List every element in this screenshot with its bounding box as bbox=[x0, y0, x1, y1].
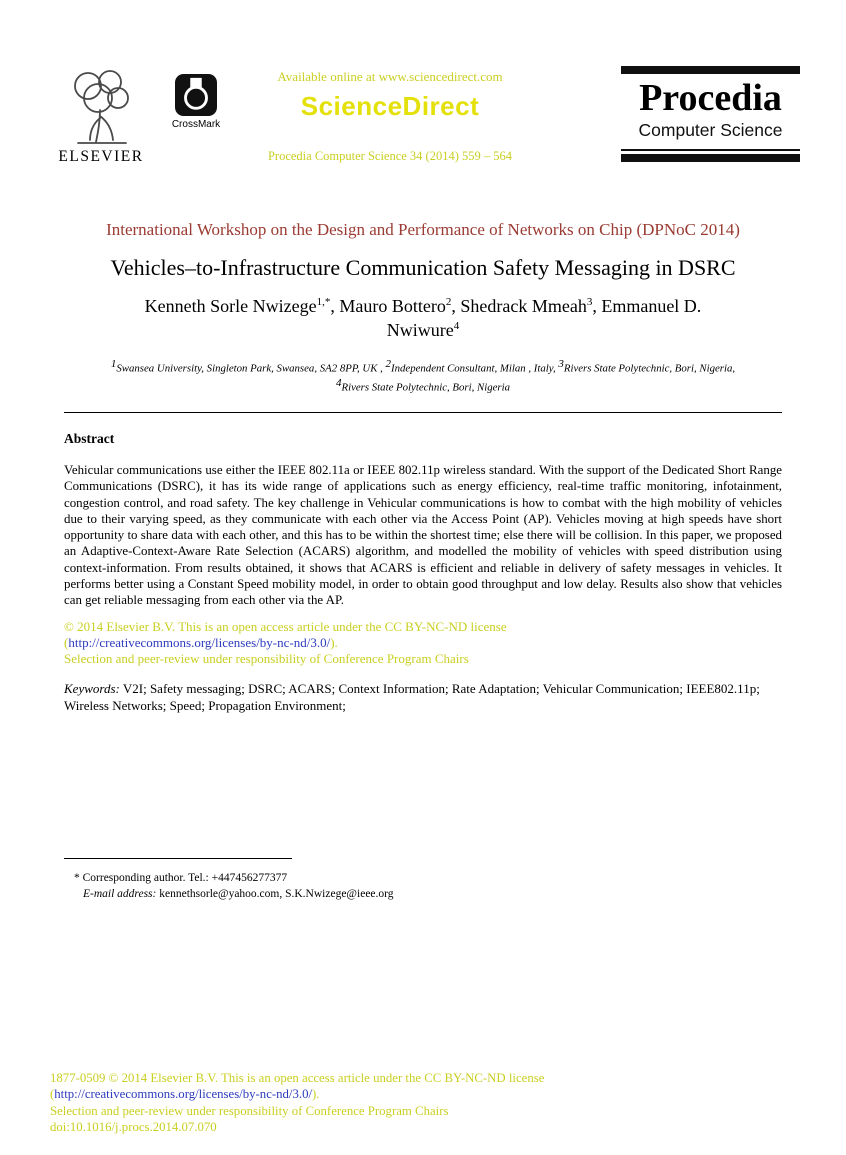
footer-selection-line: Selection and peer-review under responsibility of Conference Program Chairs bbox=[50, 1103, 449, 1118]
abstract-heading: Abstract bbox=[64, 431, 115, 446]
license-url-line bbox=[64, 635, 782, 651]
email-note bbox=[64, 888, 584, 900]
paper-title: Vehicles–to-Infrastructure Communication Safety Messaging in DSRC bbox=[110, 255, 736, 280]
author-sup: 4 bbox=[453, 320, 460, 333]
license-url-suffix: ). bbox=[330, 635, 338, 651]
license-selection-line: Selection and peer-review under responsibility of Conference Program Chairs bbox=[64, 650, 469, 666]
author-name: , Emmanuel D. Nwiwure bbox=[386, 296, 702, 341]
affiliation-line-1 bbox=[64, 357, 782, 377]
procedia-bottom-bar bbox=[621, 154, 800, 162]
keywords-text: V2I; Safety messaging; DSRC; ACARS; Context Information; Rate Adaptation; Vehicular Communication; IEEE802.11p; Wireless Networks; Speed; Propagation Environment; bbox=[64, 680, 760, 714]
email-addresses: kennethsorle@yahoo.com, S.K.Nwizege@ieee.org bbox=[156, 888, 394, 900]
author bbox=[145, 296, 331, 316]
license-block bbox=[64, 619, 782, 667]
affiliation-text: Rivers State Polytechnic, Bori, Nigeria, bbox=[563, 362, 736, 375]
affiliations bbox=[64, 357, 782, 396]
abstract-text: Vehicular communications use either the IEEE 802.11a or IEEE 802.11p wireless standard. With the support of the Dedicated Short Range Communications (DSRC), it has its wide range of applications such as energy efficiency, real-time traffic monitoring, infotainment, congestion control, and road safety. The key challenge in Vehicular communications is how to combat with the high mobility of vehicles due to their varying speed, as they communicate with each other via the Access Point (AP). Vehicles moving at high speeds have short opportunity to share data with each other, and this has to be within the shortest time; else there will be collision. In this paper, we proposed an Adaptive-Context-Aware Rate Selection (ACARS) algorithm, and modelled the mobility of vehicles with speed distribution using context-information. From results obtained, it shows that ACARS is efficient and reliable in delivery of safety messages in vehicles. It performs better using a Constant Speed mobility model, in order to obtain good throughput and low delay. Results also show that vehicles can get reliable messaging from each other via the AP. bbox=[64, 463, 782, 607]
affiliation-sup: 4 bbox=[335, 377, 342, 390]
header-divider-rule bbox=[64, 412, 782, 413]
procedia-title: Procedia bbox=[639, 77, 782, 119]
workshop-title: International Workshop on the Design and Performance of Networks on Chip (DPNoC 2014) bbox=[106, 220, 740, 239]
affiliation-text: Swansea University, Singleton Park, Swansea, SA2 8PP, UK , bbox=[116, 362, 386, 375]
author-sup: 2 bbox=[445, 296, 452, 308]
procedia-bottom-thin-bar bbox=[621, 149, 800, 151]
author bbox=[330, 296, 451, 316]
crossmark-icon bbox=[175, 74, 217, 116]
page-footer bbox=[50, 1070, 770, 1135]
article-content bbox=[64, 220, 782, 715]
author-sup: 3 bbox=[586, 296, 593, 308]
keywords-label: Keywords: bbox=[64, 680, 120, 696]
author-sup: 1,* bbox=[316, 296, 331, 308]
license-url-prefix: ( bbox=[64, 635, 69, 651]
keywords-line bbox=[64, 680, 782, 715]
authors-line bbox=[118, 294, 728, 343]
corresponding-author-note: * Corresponding author. Tel.: +447456277377 bbox=[74, 872, 288, 884]
footer-issn-line: 1877-0509 © 2014 Elsevier B.V. This is an open access article under the CC BY-NC-ND license bbox=[50, 1071, 545, 1085]
affiliation-text: Independent Consultant, Milan , Italy, bbox=[391, 362, 559, 375]
elsevier-logo bbox=[55, 66, 147, 166]
header-center bbox=[228, 66, 552, 164]
footnote-block bbox=[64, 858, 584, 900]
procedia-cover-box bbox=[621, 66, 800, 162]
crossmark-badge[interactable] bbox=[168, 74, 224, 130]
footer-doi: doi:10.1016/j.procs.2014.07.070 bbox=[50, 1119, 217, 1134]
affiliation-sup: 1 bbox=[110, 357, 117, 370]
procedia-subtitle: Computer Science bbox=[638, 119, 783, 140]
affiliation-text: Rivers State Polytechnic, Bori, Nigeria bbox=[341, 381, 510, 394]
elsevier-wordmark: ELSEVIER bbox=[58, 148, 144, 165]
author-name: , Mauro Bottero bbox=[330, 296, 446, 316]
footer-url-suffix: ). bbox=[312, 1087, 320, 1102]
elsevier-tree-icon bbox=[60, 66, 142, 146]
affiliation-sup: 3 bbox=[558, 357, 564, 370]
author bbox=[451, 296, 592, 316]
cc-license-link[interactable]: http://creativecommons.org/licenses/by-nc-nd/3.0/ bbox=[68, 635, 331, 651]
abstract-section bbox=[64, 431, 782, 715]
footnote-rule bbox=[64, 858, 292, 859]
footer-url-line bbox=[50, 1086, 770, 1102]
affiliation-sup: 2 bbox=[385, 357, 392, 370]
crossmark-label: CrossMark bbox=[171, 119, 221, 130]
available-online-text: Available online at www.sciencedirect.com bbox=[277, 69, 503, 84]
procedia-top-bar bbox=[621, 66, 800, 74]
sciencedirect-logo: ScienceDirect bbox=[300, 91, 480, 121]
author-name: Kenneth Sorle Nwizege bbox=[144, 296, 317, 316]
journal-citation: Procedia Computer Science 34 (2014) 559 – 564 bbox=[267, 149, 513, 163]
footer-url-prefix: ( bbox=[50, 1087, 55, 1102]
author-name: , Shedrack Mmeah bbox=[451, 296, 587, 316]
license-copyright-line: © 2014 Elsevier B.V. This is an open access article under the CC BY-NC-ND license bbox=[64, 619, 507, 635]
email-label: E-mail address: bbox=[83, 888, 157, 900]
affiliation-line-2 bbox=[64, 376, 782, 396]
footer-cc-license-link[interactable]: http://creativecommons.org/licenses/by-nc-nd/3.0/ bbox=[54, 1087, 313, 1102]
